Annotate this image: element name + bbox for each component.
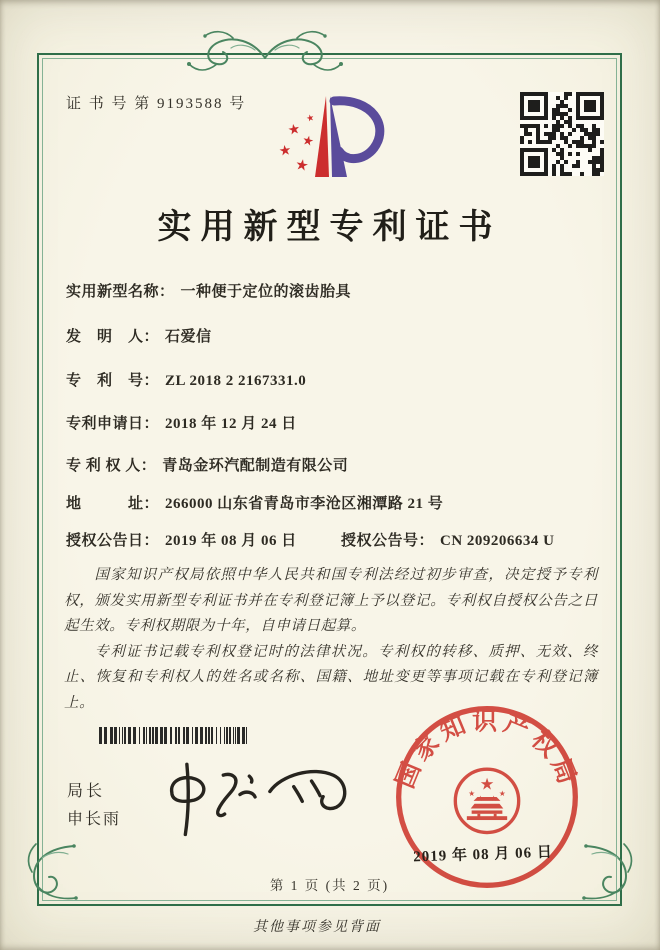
- svg-text:★: ★: [300, 132, 316, 151]
- svg-text:★: ★: [468, 789, 476, 799]
- officer-title: 局长: [67, 783, 106, 800]
- bottom-right-flourish-ornament: [582, 842, 638, 904]
- national-emblem-icon: [455, 769, 518, 832]
- field-label: 地 址：: [66, 496, 160, 512]
- qr-code: [520, 92, 604, 176]
- svg-text:★: ★: [305, 113, 316, 125]
- field-label: 授权公告日：: [66, 533, 160, 549]
- field-inventor: [66, 325, 212, 346]
- cnipa-logo-icon: [264, 84, 398, 190]
- field-value: 2019 年 08 月 06 日: [165, 533, 297, 549]
- field-label: 授权公告号：: [341, 533, 435, 549]
- field-value: 青岛金环汽配制造有限公司: [162, 458, 349, 474]
- barcode: [99, 727, 249, 744]
- field-label: 专 利 权 人：: [66, 458, 157, 474]
- field-utility-model-name: [66, 280, 351, 301]
- field-value: 266000 山东省青岛市李沧区湘潭路 21 号: [165, 496, 444, 512]
- legal-paragraph-1: 国家知识产权局依照中华人民共和国专利法经过初步审查，决定授予专利权，颁发实用新型专利证书并在专利登记簿上予以登记。专利权自授权公告之日起生效。专利权期限为十年，自申请日起算。: [64, 567, 598, 634]
- svg-text:★: ★: [277, 142, 293, 160]
- page-number: 第 1 页 (共 2 页): [269, 878, 390, 893]
- field-grant-date: [66, 529, 297, 550]
- svg-text:★: ★: [479, 774, 495, 794]
- legal-text: [64, 563, 598, 716]
- field-address: [66, 492, 443, 513]
- field-value: 一种便于定位的滚齿胎具: [180, 284, 352, 300]
- field-patent-number: [66, 369, 306, 390]
- svg-text:★: ★: [498, 789, 506, 799]
- signature-script: [158, 750, 353, 840]
- bottom-left-flourish-ornament: [22, 842, 78, 904]
- svg-text:★: ★: [286, 121, 302, 139]
- field-grant-number: [341, 529, 555, 550]
- officer-name: 申长雨: [67, 811, 122, 828]
- field-value: 2018 年 12 月 24 日: [165, 416, 297, 432]
- field-label: 专利申请日：: [66, 416, 160, 432]
- svg-text:★: ★: [293, 154, 311, 176]
- field-value: CN 209206634 U: [440, 533, 555, 549]
- field-application-date: [66, 412, 297, 433]
- field-label: 实用新型名称：: [66, 284, 175, 300]
- field-patentee: [66, 454, 348, 475]
- seal-text: 国家知识产权局: [391, 708, 583, 793]
- footer-note: 其他事项参见背面: [253, 920, 381, 935]
- field-label: 发 明 人：: [66, 329, 160, 345]
- field-label: 专 利 号：: [66, 373, 160, 389]
- certificate-title: 实用新型专利证书: [157, 209, 502, 246]
- field-value: ZL 2018 2 2167331.0: [165, 373, 307, 389]
- top-flourish-ornament: [185, 26, 345, 76]
- field-value: 石爱信: [165, 329, 212, 345]
- legal-paragraph-2: 专利证书记载专利权登记时的法律状况。专利权的转移、质押、无效、终止、恢复和专利权人的姓名或名称、国籍、地址变更等事项记载在专利登记簿上。: [64, 643, 598, 711]
- certificate-number: 证 书 号 第 9193588 号: [66, 96, 247, 112]
- seal-date: 2019 年 08 月 06 日: [412, 844, 554, 866]
